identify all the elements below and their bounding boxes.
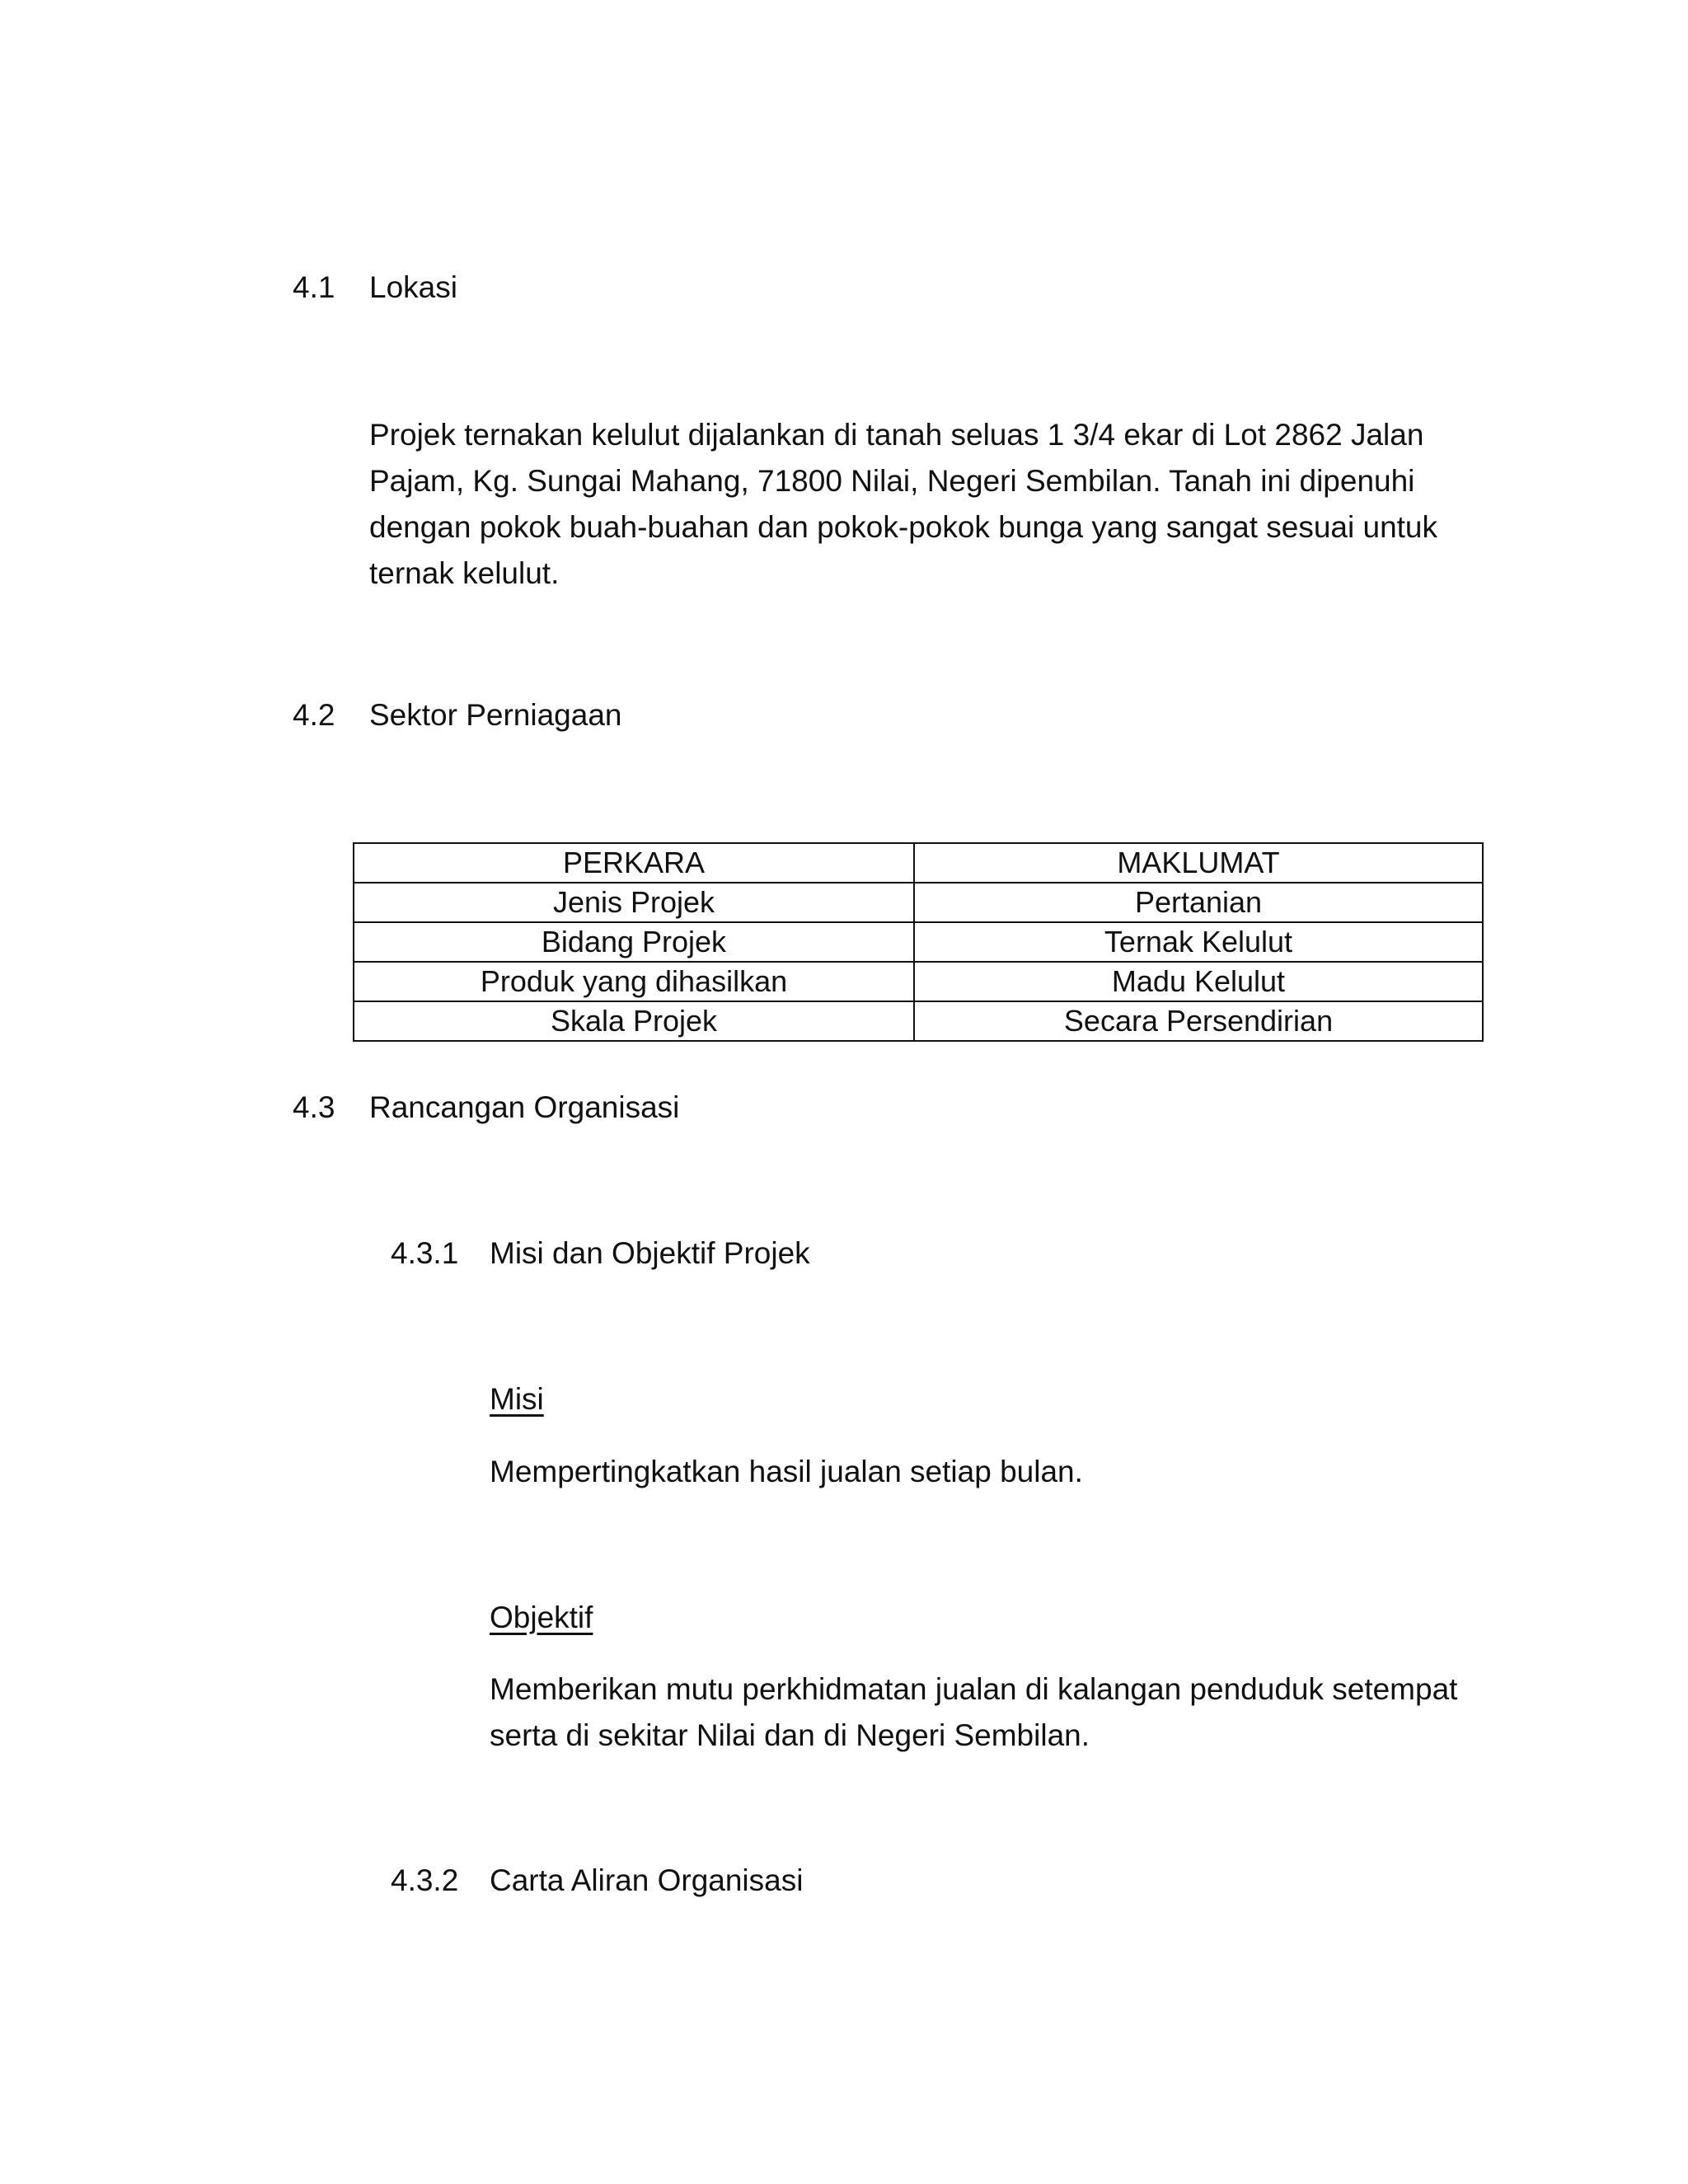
table-cell: Pertanian (914, 883, 1483, 922)
table-row (354, 883, 1483, 922)
misi-body: Mempertingkatkan hasil jualan setiap bulan. (490, 1455, 1083, 1488)
table-row (354, 962, 1483, 1001)
section-4-2-number: 4.2 (293, 698, 335, 732)
table-cell: Bidang Projek (354, 922, 914, 962)
table-header-cell: PERKARA (354, 843, 914, 883)
table-cell: Secara Persendirian (914, 1001, 1483, 1041)
table-row (354, 1001, 1483, 1041)
table-header-row (354, 843, 1483, 883)
section-4-1-number: 4.1 (293, 270, 335, 304)
table-cell: Skala Projek (354, 1001, 914, 1041)
objektif-body: Memberikan mutu perkhidmatan jualan di kalangan penduduk setempat serta di sekitar Nilai dan di Negeri Sembilan. (490, 1672, 1458, 1752)
table-cell: Jenis Projek (354, 883, 914, 922)
section-4-3-2-number: 4.3.2 (391, 1863, 459, 1897)
section-4-1-title: Lokasi (369, 270, 457, 304)
business-sector-table (353, 842, 1484, 1042)
section-4-3-1-title: Misi dan Objektif Projek (490, 1236, 810, 1270)
table-cell: Ternak Kelulut (914, 922, 1483, 962)
table-cell: Produk yang dihasilkan (354, 962, 914, 1001)
section-4-3-title: Rancangan Organisasi (369, 1090, 680, 1124)
section-4-2-title: Sektor Perniagaan (369, 698, 622, 732)
table-row (354, 922, 1483, 962)
table-cell: Madu Kelulut (914, 962, 1483, 1001)
section-4-3-2-title: Carta Aliran Organisasi (490, 1863, 804, 1897)
section-4-1-body: Projek ternakan kelulut dijalankan di tanah seluas 1 3/4 ekar di Lot 2862 Jalan Pajam, Kg. Sungai Mahang, 71800 Nilai, Negeri Sembilan. Tanah ini dipenuhi dengan pokok buah-buahan dan pokok-pokok bunga yang sangat sesuai untuk ternak kelulut. (369, 418, 1438, 590)
section-4-3-1-number: 4.3.1 (391, 1236, 459, 1270)
table-header-cell: MAKLUMAT (914, 843, 1483, 883)
objektif-heading: Objektif (490, 1601, 593, 1634)
misi-heading: Misi (490, 1382, 544, 1416)
section-4-3-number: 4.3 (293, 1090, 335, 1124)
